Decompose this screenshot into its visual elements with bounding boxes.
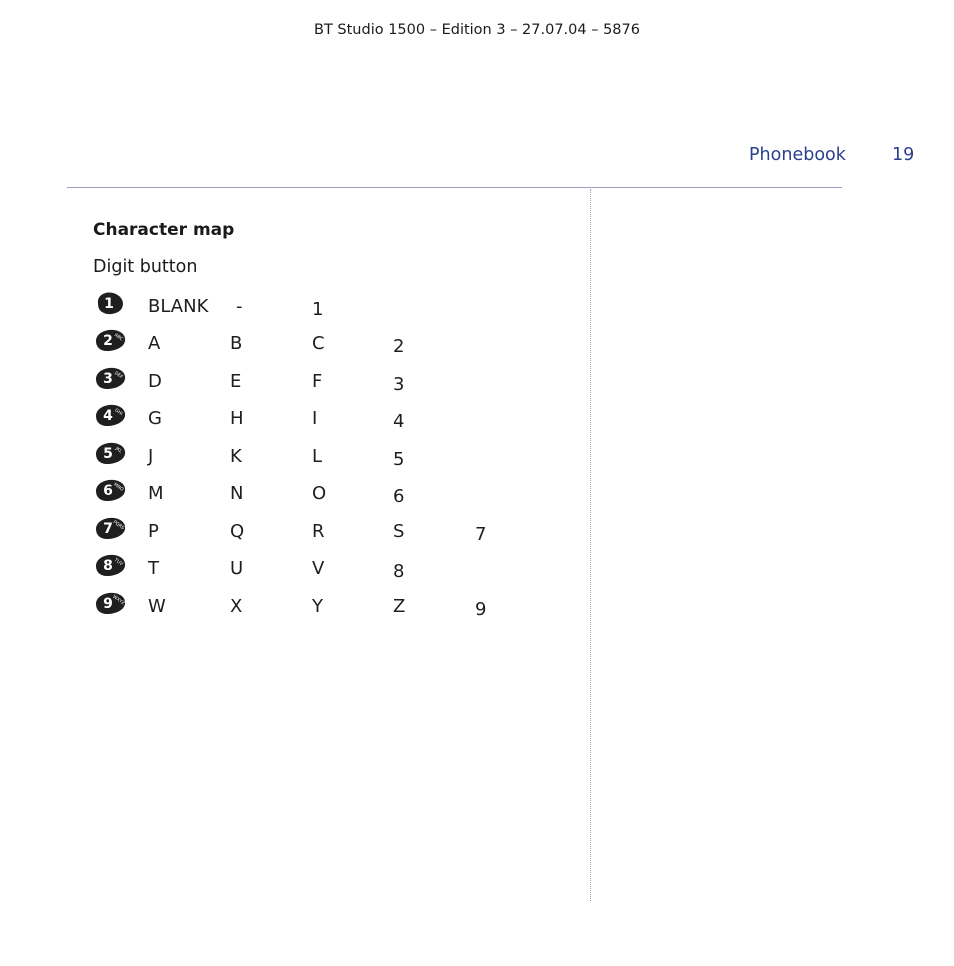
character-cell: W <box>148 596 166 617</box>
character-cell: 7 <box>475 524 487 545</box>
svg-text:4: 4 <box>103 408 113 424</box>
digit-key-2-icon <box>94 327 126 353</box>
digit-key-3-icon <box>94 365 126 391</box>
svg-text:WXYZ: WXYZ <box>111 594 126 607</box>
character-map-row <box>0 521 600 551</box>
character-cell: B <box>230 333 243 354</box>
digit-key-4-icon <box>94 402 126 428</box>
character-cell: E <box>230 371 242 392</box>
page-number: 19 <box>892 145 915 165</box>
digit-key-6-icon <box>94 477 126 503</box>
character-cell: X <box>230 596 243 617</box>
character-cell: U <box>230 558 244 579</box>
document-edition-line: BT Studio 1500 – Edition 3 – 27.07.04 – 5876 <box>314 22 640 38</box>
svg-text:3: 3 <box>103 371 113 387</box>
character-cell: T <box>148 558 159 579</box>
section-title: Phonebook <box>749 145 846 165</box>
character-cell: S <box>393 521 405 542</box>
svg-text:MNO: MNO <box>112 482 125 493</box>
character-cell: F <box>312 371 323 392</box>
character-cell: H <box>230 408 244 429</box>
header-rule <box>67 187 842 188</box>
character-map-row <box>0 483 600 513</box>
digit-key-9-icon <box>94 590 126 616</box>
character-map-row <box>0 408 600 438</box>
svg-text:8: 8 <box>103 558 113 574</box>
svg-text:JKL: JKL <box>114 446 123 455</box>
character-cell: Y <box>312 596 323 617</box>
character-cell: 1 <box>312 299 324 320</box>
character-map-row <box>0 296 600 326</box>
character-cell: Q <box>230 521 245 542</box>
svg-text:GHI: GHI <box>113 408 124 417</box>
svg-text:5: 5 <box>103 446 113 462</box>
character-cell: K <box>230 446 242 467</box>
character-cell: D <box>148 371 162 392</box>
digit-button-label: Digit button <box>93 257 198 277</box>
character-cell: 5 <box>393 449 405 470</box>
character-cell: M <box>148 483 164 504</box>
character-cell: A <box>148 333 161 354</box>
character-cell: BLANK <box>148 296 209 317</box>
svg-text:TUV: TUV <box>113 557 124 568</box>
svg-text:9: 9 <box>103 596 113 612</box>
character-cell: 6 <box>393 486 405 507</box>
character-map-row <box>0 371 600 401</box>
svg-text:PQRS: PQRS <box>111 520 125 532</box>
digit-key-5-icon <box>94 440 126 466</box>
svg-text:7: 7 <box>103 521 113 537</box>
character-cell: O <box>312 483 327 504</box>
character-map-row <box>0 446 600 476</box>
character-cell: 4 <box>393 411 405 432</box>
digit-key-1-icon <box>94 290 126 316</box>
svg-text:1: 1 <box>104 296 114 312</box>
character-map-heading: Character map <box>93 220 235 240</box>
digit-key-8-icon <box>94 552 126 578</box>
character-map-row <box>0 596 600 626</box>
character-cell: G <box>148 408 162 429</box>
character-cell: 9 <box>475 599 487 620</box>
character-cell: R <box>312 521 325 542</box>
character-cell: P <box>148 521 159 542</box>
character-map-row <box>0 333 600 363</box>
svg-text:2: 2 <box>103 333 113 349</box>
character-cell: V <box>312 558 325 579</box>
character-cell: J <box>148 446 154 467</box>
svg-text:6: 6 <box>103 483 113 499</box>
character-cell: 3 <box>393 374 405 395</box>
character-cell: 8 <box>393 561 405 582</box>
character-map-row <box>0 558 600 588</box>
character-cell: - <box>236 296 243 317</box>
character-cell: I <box>312 408 318 429</box>
character-cell: Z <box>393 596 406 617</box>
character-cell: C <box>312 333 325 354</box>
character-cell: N <box>230 483 244 504</box>
character-cell: 2 <box>393 336 405 357</box>
svg-text:ABC: ABC <box>113 332 124 343</box>
svg-text:DEF: DEF <box>113 370 124 381</box>
digit-key-7-icon <box>94 515 126 541</box>
character-cell: L <box>312 446 323 467</box>
